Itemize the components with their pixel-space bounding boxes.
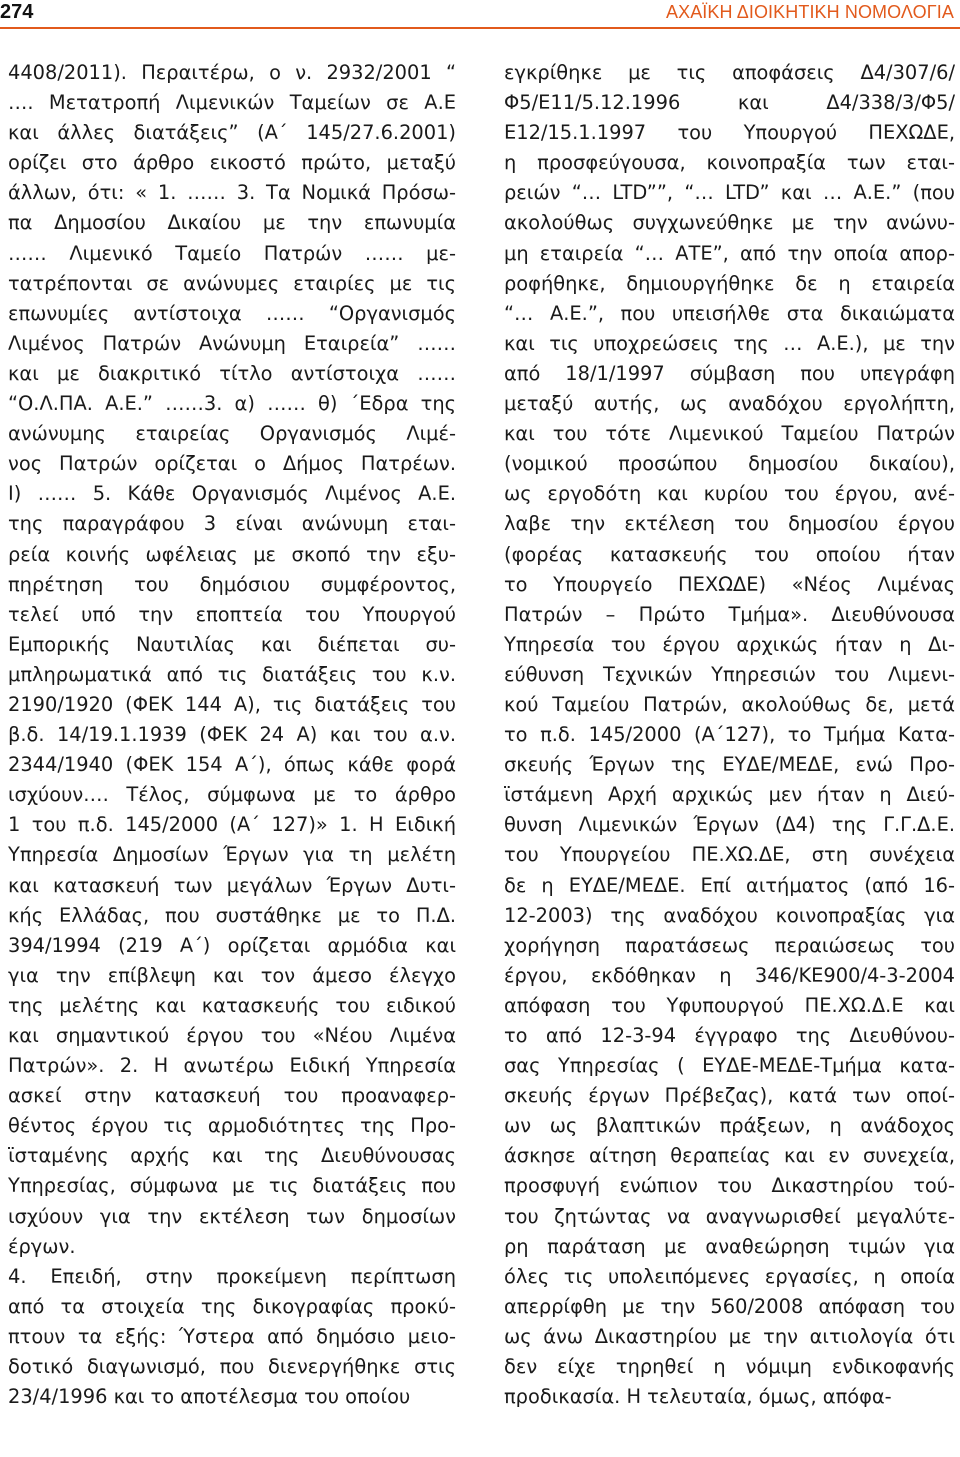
right-column-line: “… Α.Ε.”, που υπεισήλθε στα δικαιώματα (504, 301, 955, 325)
left-column-line: Υπηρεσία Δημοσίων Έργων για τη μελέτη (8, 843, 456, 867)
right-column-line: απόφαση του Υφυπουργού ΠΕ.ΧΩ.Δ.Ε και (504, 993, 955, 1017)
right-column-line: και του τότε Λιμενικού Ταμείου Πατρών (504, 422, 955, 446)
left-column-line: τατρέπονται σε ανώνυμες εταιρίες με τις (8, 271, 456, 295)
left-column-line: και άλλες διατάξεις” (Α΄ 145/27.6.2001) (8, 121, 456, 145)
left-column-line: ισχύουν…. Τέλος, σύμφωνα με το άρθρο (8, 783, 456, 807)
right-column-line: Ε12/15.1.1997 του Υπουργού ΠΕΧΩΔΕ, (504, 121, 955, 145)
left-column-line: 4408/2011). Περαιτέρω, ο ν. 2932/2001 “ (8, 61, 456, 84)
right-column-line: έργου, εκδόθηκαν η 346/ΚΕ900/4-3-2004 (504, 963, 955, 987)
left-column-line: θέντος έργου τις αρμοδιότητες της Προ- (8, 1114, 456, 1138)
right-column-line: μη εταιρεία “… ΑΤΕ”, από την οποία απορ- (504, 241, 955, 265)
right-column-line: το Υπουργείο ΠΕΧΩΔΕ) «Νέος Λιμένας (504, 572, 955, 596)
left-column-line: από τα στοιχεία της δικογραφίας προκύ- (8, 1294, 456, 1318)
left-column-line: και σημαντικού έργου του «Νέου Λιμένα (8, 1024, 456, 1047)
left-column-line: ρεία κοινής ωφέλειας με σκοπό την εξυ- (8, 542, 456, 566)
right-column-line: από 18/1/1997 σύμβαση που υπεγράφη (504, 361, 955, 385)
right-column-line: και τις υποχρεώσεις της … Α.Ε.), με την (504, 331, 955, 355)
right-column-line: του ζητώντας να αναγνωρισθεί μεγαλύτε- (504, 1204, 955, 1228)
right-column-line: προσφυγή ενώπιον του Δικαστηρίου τού- (504, 1174, 955, 1198)
right-column-line: ϊστάμενη Αρχή αρχικώς μεν ήταν η Διεύ- (504, 783, 955, 807)
right-column-line: κού Ταμείου Πατρών, ακολούθως δε, μετά (504, 692, 955, 716)
right-column-line: (φορέας κατασκευής του οποίου ήταν (504, 542, 955, 566)
right-column-line: η προσφεύγουσα, κοινοπραξία των εται- (504, 151, 955, 175)
right-column-line: ρειών “… LTD””, “… LTD” και … Α.Ε.” (που (504, 181, 955, 205)
left-column-line: Ι) …… 5. Κάθε Οργανισμός Λιμένος Α.Ε. (8, 482, 456, 506)
header-rule (0, 27, 960, 29)
left-column-line: επωνυμίες αντίστοιχα …… “Οργανισμός (8, 301, 456, 325)
left-column-line: μπληρωματικά από τις διατάξεις του κ.ν. (8, 662, 456, 686)
right-column-line: δε η ΕΥΔΕ/ΜΕΔΕ. Επί αιτήματος (από 16- (504, 873, 955, 897)
left-column-line: της παραγράφου 3 είναι ανώνυμη εται- (8, 512, 456, 536)
left-column-line: πα Δημοσίου Δικαίου με την επωνυμία (8, 211, 456, 235)
right-column-line: το π.δ. 145/2000 (Α΄127), το Τμήμα Κατα- (504, 723, 955, 747)
left-column-line: 2344/1940 (ΦΕΚ 154 Α΄), όπως κάθε φορά (8, 753, 456, 777)
left-column-line: δοτικό διαγωνισμό, που διενεργήθηκε στις (8, 1355, 456, 1379)
left-column-line: ισχύουν για την εκτέλεση των δημοσίων (8, 1204, 456, 1228)
page-header (0, 0, 960, 24)
left-column-line: και κατασκευή των μεγάλων Έργων Δυτι- (8, 873, 456, 897)
right-column-line: απερρίφθη με την 560/2008 απόφαση του (504, 1294, 955, 1318)
right-column-line: άσκησε αίτηση θεραπείας και εν συνεχεία, (504, 1144, 955, 1168)
right-column-line: ων ως βλαπτικών πράξεων, η ανάδοχος (504, 1114, 955, 1138)
left-column-line: β.δ. 14/19.1.1939 (ΦΕΚ 24 Α) και του α.ν. (8, 723, 456, 747)
left-column-line: πτουν τα εξής: Ύστερα από δημόσιο μειο- (8, 1324, 456, 1348)
right-column-line: ακολούθως συγχωνεύθηκε με την ανώνυ- (504, 211, 955, 235)
right-column-line: σκευής Έργων της ΕΥΔΕ/ΜΕΔΕ, ενώ Προ- (504, 753, 955, 777)
left-column-line: και με διακριτικό τίτλο αντίστοιχα …… (8, 361, 456, 385)
right-column-line: μεταξύ αυτής, ως αναδόχου εργολήπτη, (504, 392, 955, 416)
right-column-line: εγκρίθηκε με τις αποφάσεις Δ4/307/6/ (504, 61, 955, 84)
right-column-line: του Υπουργείου ΠΕ.ΧΩ.ΔΕ, στη συνέχεια (504, 843, 955, 867)
left-column-line: της μελέτης και κατασκευής του ειδικού (8, 993, 456, 1017)
left-column-line: …… Λιμενικό Ταμείο Πατρών …… με- (8, 241, 456, 265)
right-column-line: εύθυνση Τεχνικών Υπηρεσιών του Λιμενι- (504, 662, 955, 686)
right-column-line: σας Υπηρεσίας ( ΕΥΔΕ-ΜΕΔΕ-Τμήμα κατα- (504, 1054, 955, 1078)
right-column-line: προδικασία. Η τελευταία, όμως, απόφα- (504, 1385, 892, 1409)
left-column (8, 58, 456, 1412)
right-column-line: λαβε την εκτέλεση του δημοσίου έργου (504, 512, 955, 536)
right-column-line: όλες τις υπολειπόμενες εργασίες, η οποία (504, 1264, 955, 1288)
right-column-line: σκευής έργων Πρέβεζας), κατά των οποί- (504, 1084, 955, 1108)
left-column-line: έργων. (8, 1234, 76, 1258)
left-column-line: Λιμένος Πατρών Ανώνυμη Εταιρεία” …… (8, 331, 456, 355)
left-column-line: για την επίβλεψη και τον άμεσο έλεγχο (8, 963, 456, 987)
right-column-line: ροφήθηκε, δημιουργήθηκε δε η εταιρεία (504, 271, 955, 295)
right-column-line: Υπηρεσία του έργου αρχικώς ήταν η Δι- (504, 632, 955, 656)
right-column-line: ρη παράταση με αναθεώρηση τιμών για (504, 1234, 955, 1258)
right-column-line: ως εργοδότη και κυρίου του έργου, ανέ- (504, 482, 955, 506)
page-number: 274 (0, 1, 34, 23)
right-column-line: δεν είχε τηρηθεί η νόμιμη ενδικοφανής (504, 1355, 955, 1379)
left-column-line: ορίζει στο άρθρο εικοστό πρώτο, μεταξύ (8, 151, 456, 175)
right-column-line: (νομικού προσώπου δημοσίου δικαίου), (504, 452, 955, 476)
left-column-line: 23/4/1996 και το αποτέλεσμα του οποίου (8, 1385, 411, 1409)
left-column-line: τελεί υπό την εποπτεία του Υπουργού (8, 602, 456, 626)
right-column-line: 12-2003) της αναδόχου κοινοπραξίας για (504, 903, 955, 927)
left-column-line: 394/1994 (219 Α΄) ορίζεται αρμόδια και (8, 933, 456, 957)
left-column-line: 4. Επειδή, στην προκείμενη περίπτωση (8, 1264, 456, 1288)
left-column-line: “Ο.Λ.ΠΑ. Α.Ε.” ……3. α) …… θ) ΄Εδρα της (8, 392, 456, 416)
right-column-line: χορήγηση παρατάσεως περαιώσεως του (504, 933, 955, 957)
right-column-line: ως άνω Δικαστηρίου με την αιτιολογία ότι (504, 1324, 955, 1348)
right-column (504, 58, 955, 1412)
left-column-line: 1 του π.δ. 145/2000 (Α΄ 127)» 1. Η Ειδική (8, 813, 456, 837)
left-column-line: άλλων, ότι: « 1. …… 3. Τα Νομικά Πρόσω- (8, 181, 456, 205)
right-column-line: θυνση Λιμενικών Έργων (Δ4) της Γ.Γ.Δ.Ε. (504, 813, 955, 837)
running-title: ΑΧΑΪΚΗ ΔΙΟΙΚΗΤΙΚΗ ΝΟΜΟΛΟΓΙΑ (665, 2, 954, 22)
right-column-line: Φ5/Ε11/5.12.1996 και Δ4/338/3/Φ5/ (504, 91, 955, 115)
right-column-line: Πατρών – Πρώτο Τμήμα». Διευθύνουσα (504, 602, 955, 626)
left-column-line: ϊσταμένης αρχής και της Διευθύνουσας (8, 1144, 456, 1168)
left-column-line: ανώνυμης εταιρείας Οργανισμός Λιμέ- (8, 422, 456, 446)
left-column-line: Υπηρεσίας, σύμφωνα με τις διατάξεις που (8, 1174, 456, 1198)
left-column-line: Εμπορικής Ναυτιλίας και διέπεται συ- (8, 632, 456, 656)
left-column-line: κής Ελλάδας, που συστάθηκε με το Π.Δ. (8, 903, 456, 927)
left-column-line: ασκεί στην κατασκευή του προαναφερ- (8, 1084, 456, 1108)
left-column-line: Πατρών». 2. Η ανωτέρω Ειδική Υπηρεσία (8, 1054, 456, 1078)
left-column-line: νος Πατρών ορίζεται ο Δήμος Πατρέων. (8, 452, 456, 476)
left-column-line: πηρέτηση του δημόσιου συμφέροντος, (8, 572, 456, 596)
left-column-line: 2190/1920 (ΦΕΚ 144 Α), τις διατάξεις του (8, 692, 456, 716)
right-column-line: το από 12-3-94 έγγραφο της Διευθύνου- (504, 1024, 955, 1047)
left-column-line: …. Μετατροπή Λιμενικών Ταμείων σε Α.Ε (8, 91, 456, 115)
